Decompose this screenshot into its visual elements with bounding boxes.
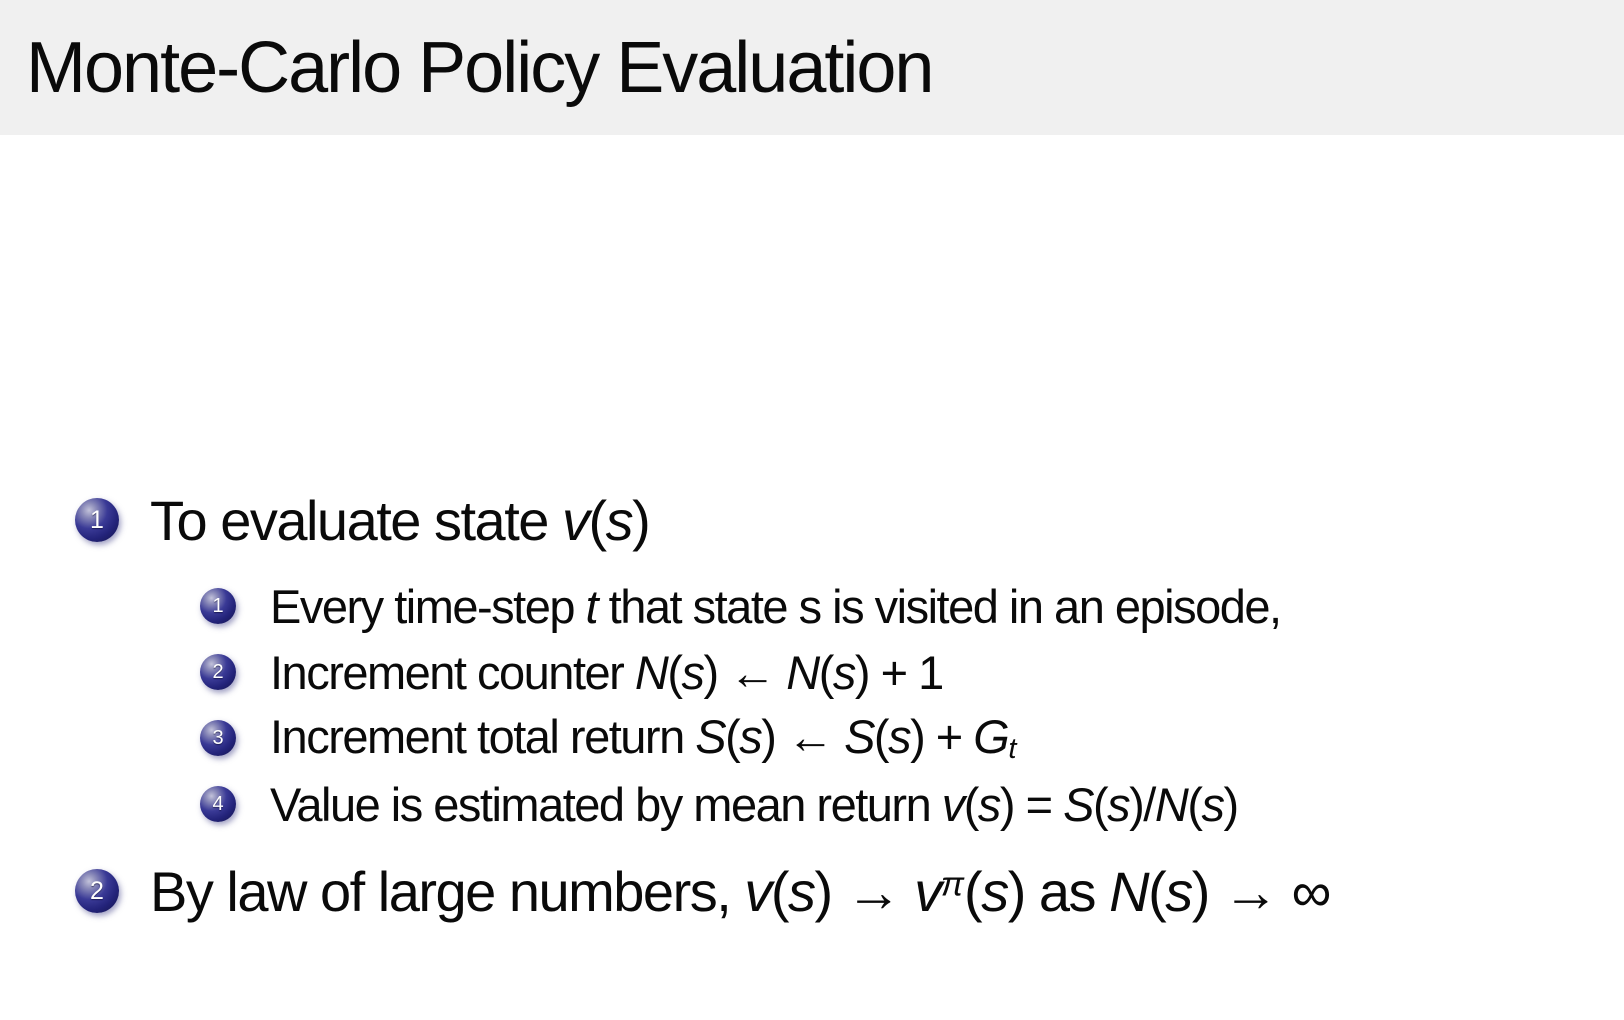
text-run: ( [770,859,788,923]
enumerate-badge: 1 [200,588,236,624]
math-run: S [844,710,874,764]
text-run: ) ← [703,645,787,699]
text-run: ( [725,710,740,764]
math-run: S [695,710,726,764]
text-run: Increment counter [270,645,635,699]
math-run: N [1154,777,1188,831]
math-run: S [1063,777,1093,831]
math-run: π [940,864,965,903]
text-run: To evaluate state [150,488,562,552]
text-run: ) [632,488,650,552]
enumerate-badge: 1 [75,498,119,542]
text-run: ) + 1 [854,645,943,699]
slide-header [0,0,1624,135]
text-run: ( [667,645,682,699]
item-label [270,709,1016,766]
text-run: ( [1187,777,1202,831]
math-run: N [786,645,819,699]
math-run: s [681,645,704,699]
text-run: ( [1093,777,1108,831]
text-run: ( [588,488,606,552]
math-run: s [605,488,633,552]
math-run: s [981,859,1008,923]
sub-item-3 [200,705,1624,771]
math-run: t [1008,733,1017,766]
math-run: s [739,710,762,764]
math-run: N [1109,859,1149,923]
math-run: G [973,710,1009,764]
text-run: ) ← [761,710,845,764]
slide-body [0,488,1624,923]
text-run: )/ [1129,777,1155,831]
sub-item-1 [200,573,1624,639]
text-run: ( [1148,859,1166,923]
item-label [150,488,649,553]
text-run: ( [873,710,889,764]
text-run: ( [818,645,833,699]
math-run: v [914,859,941,923]
text-run: Increment total return [270,710,696,764]
math-run: s [788,859,815,923]
math-run: v [941,777,964,831]
math-run: v [561,488,589,552]
sub-item-4 [200,771,1624,837]
math-run: s [1165,859,1192,923]
text-run: ) + [910,710,974,764]
outer-list [0,488,1624,923]
text-run: that state s is visited in an episode, [597,579,1281,633]
item-label [150,859,1330,924]
text-run: ) [1223,777,1238,831]
outer-item-2 [75,859,1624,923]
math-run: N [634,645,668,699]
enumerate-badge: 2 [200,654,236,690]
page-title: Monte-Carlo Policy Evaluation [26,27,933,108]
item-label [270,777,1238,832]
item-label [270,645,943,700]
math-run: s [888,710,911,764]
enumerate-badge: 3 [200,720,236,756]
text-run: ( [963,777,978,831]
text-run: ( [964,859,982,923]
math-run: s [832,645,855,699]
math-run: s [1201,777,1224,831]
text-run: By law of large numbers, [150,859,745,923]
outer-item-1 [75,488,1624,552]
enumerate-badge: 4 [200,786,236,822]
enumerate-badge: 2 [75,869,119,913]
sub-list [75,573,1624,837]
text-run: Value is estimated by mean return [270,777,942,831]
math-run: s [977,777,1000,831]
math-run: t [585,579,598,633]
math-run: v [744,859,771,923]
item-label [270,579,1281,634]
math-run: s [1107,777,1130,831]
text-run: ) = [999,777,1064,831]
sub-item-2 [200,639,1624,705]
text-run: Every time-step [270,579,586,633]
text-run: ) → [814,859,915,923]
text-run: ) as [1007,859,1110,923]
text-run: ) → ∞ [1191,859,1330,923]
